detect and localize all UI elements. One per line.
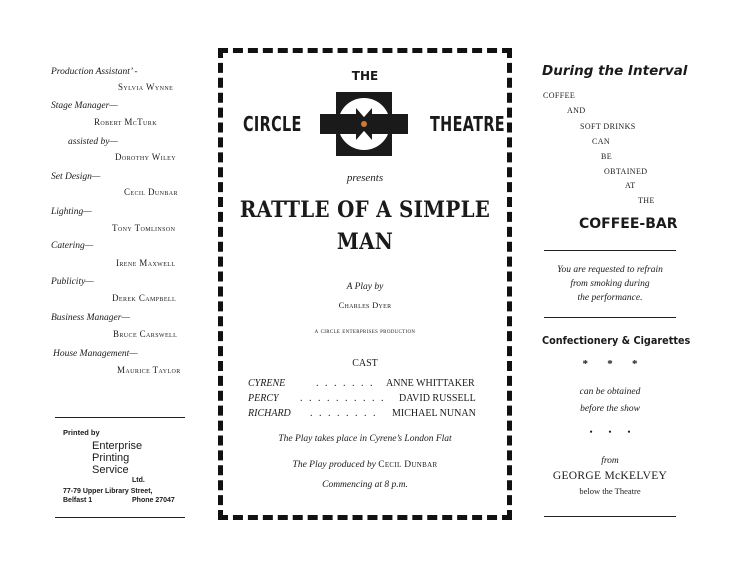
stair-word: COFFEE (543, 91, 576, 100)
presents-label: presents (346, 172, 384, 184)
credit-role: Catering— (51, 241, 94, 251)
dot-separator: • • • (589, 427, 631, 437)
printer-address: 77-79 Upper Library Street, (63, 488, 153, 495)
circle-word: CIRCLE (243, 112, 302, 136)
divider (544, 317, 676, 318)
printer-name-line: Enterprise (92, 440, 143, 452)
star-separator: * * * (582, 358, 638, 370)
stair-word: AT (625, 181, 636, 190)
cast-actor: MICHAEL NUNAN (392, 408, 476, 419)
stair-word: CAN (592, 137, 611, 146)
divider (544, 516, 676, 517)
cast-actor: ANNE WHITTAKER (386, 378, 475, 389)
printer-city: Belfast 1 (63, 497, 93, 504)
stair-word: SOFT DRINKS (580, 122, 636, 131)
printer-name-line: Printing (92, 452, 130, 464)
cast-role: PERCY (248, 393, 279, 404)
cast-role: CYRENE (248, 378, 286, 389)
printed-by-label: Printed by (63, 428, 100, 437)
producer-name: Cecil Dunbar (378, 460, 438, 470)
cast-dots: . . . . . . . . (310, 408, 378, 419)
credit-name: Bruce Carswell (113, 329, 178, 339)
credit-role: Set Design— (51, 172, 101, 182)
credit-name: Dorothy Wiley (115, 152, 176, 162)
obtained-line: can be obtained (579, 387, 641, 397)
divider (544, 250, 676, 251)
commencing-time: Commencing at 8 p.m. (322, 480, 408, 490)
stair-word: AND (567, 106, 586, 115)
credit-name: Irene Maxwell (116, 258, 176, 268)
no-smoking-line: from smoking during (570, 279, 650, 289)
produced-by-prefix: The Play produced by (292, 460, 376, 470)
printer-ltd: Ltd. (132, 477, 145, 484)
stair-word: THE (638, 196, 655, 205)
credit-name: Derek Campbell (112, 293, 177, 303)
production-credit: a circle enterprises production (314, 327, 416, 335)
theatre-word: THEATRE (430, 112, 506, 136)
credit-role: Lighting— (51, 207, 92, 217)
credit-role: Publicity— (51, 277, 94, 287)
cast-role: RICHARD (248, 408, 291, 419)
a-play-by: A Play by (346, 282, 384, 292)
circle-theatre-logo-icon (320, 92, 408, 156)
author-name: Charles Dyer (338, 300, 392, 310)
divider (55, 517, 185, 518)
play-title-line2: MAN (336, 229, 394, 255)
cast-heading: CAST (352, 358, 378, 369)
cast-dots: . . . . . . . (316, 378, 375, 389)
vendor-name: GEORGE McKELVEY (552, 470, 668, 482)
credit-name: Cecil Dunbar (124, 187, 178, 197)
play-title-line1: RATTLE OF A SIMPLE (239, 197, 491, 223)
cast-actor: DAVID RUSSELL (399, 393, 476, 404)
credit-role: assisted by— (68, 137, 118, 147)
obtained-line: before the show (580, 404, 640, 414)
credit-role: Business Manager— (51, 313, 130, 323)
credit-role: House Management— (53, 349, 138, 359)
cast-dots: . . . . . . . . . . (300, 393, 386, 404)
coffee-bar-label: COFFEE-BAR (579, 216, 678, 232)
printer-name-line: Service (92, 464, 129, 476)
divider (55, 417, 185, 418)
credit-name: Tony Tomlinson (112, 223, 176, 233)
vendor-location: below the Theatre (579, 486, 641, 496)
produced-by-line (218, 460, 512, 470)
stair-word: OBTAINED (604, 167, 648, 176)
credit-role: Production Assistant’ - (51, 67, 138, 77)
no-smoking-line: You are requested to refrain (557, 265, 663, 275)
from-label: from (601, 456, 619, 466)
printer-phone: Phone 27047 (132, 497, 175, 504)
credit-name: Robert McTurk (94, 117, 157, 127)
credit-name: Sylvia Wynne (118, 82, 174, 92)
credit-name: Maurice Taylor (117, 365, 181, 375)
interval-heading: During the Interval (542, 63, 688, 79)
the-label: THE (351, 69, 379, 83)
stair-word: BE (601, 152, 613, 161)
credit-role: Stage Manager— (51, 101, 118, 111)
confectionery-heading: Confectionery & Cigarettes (542, 334, 691, 347)
place-note: The Play takes place in Cyrene’s London Flat (278, 434, 452, 444)
no-smoking-line: the performance. (577, 293, 643, 303)
